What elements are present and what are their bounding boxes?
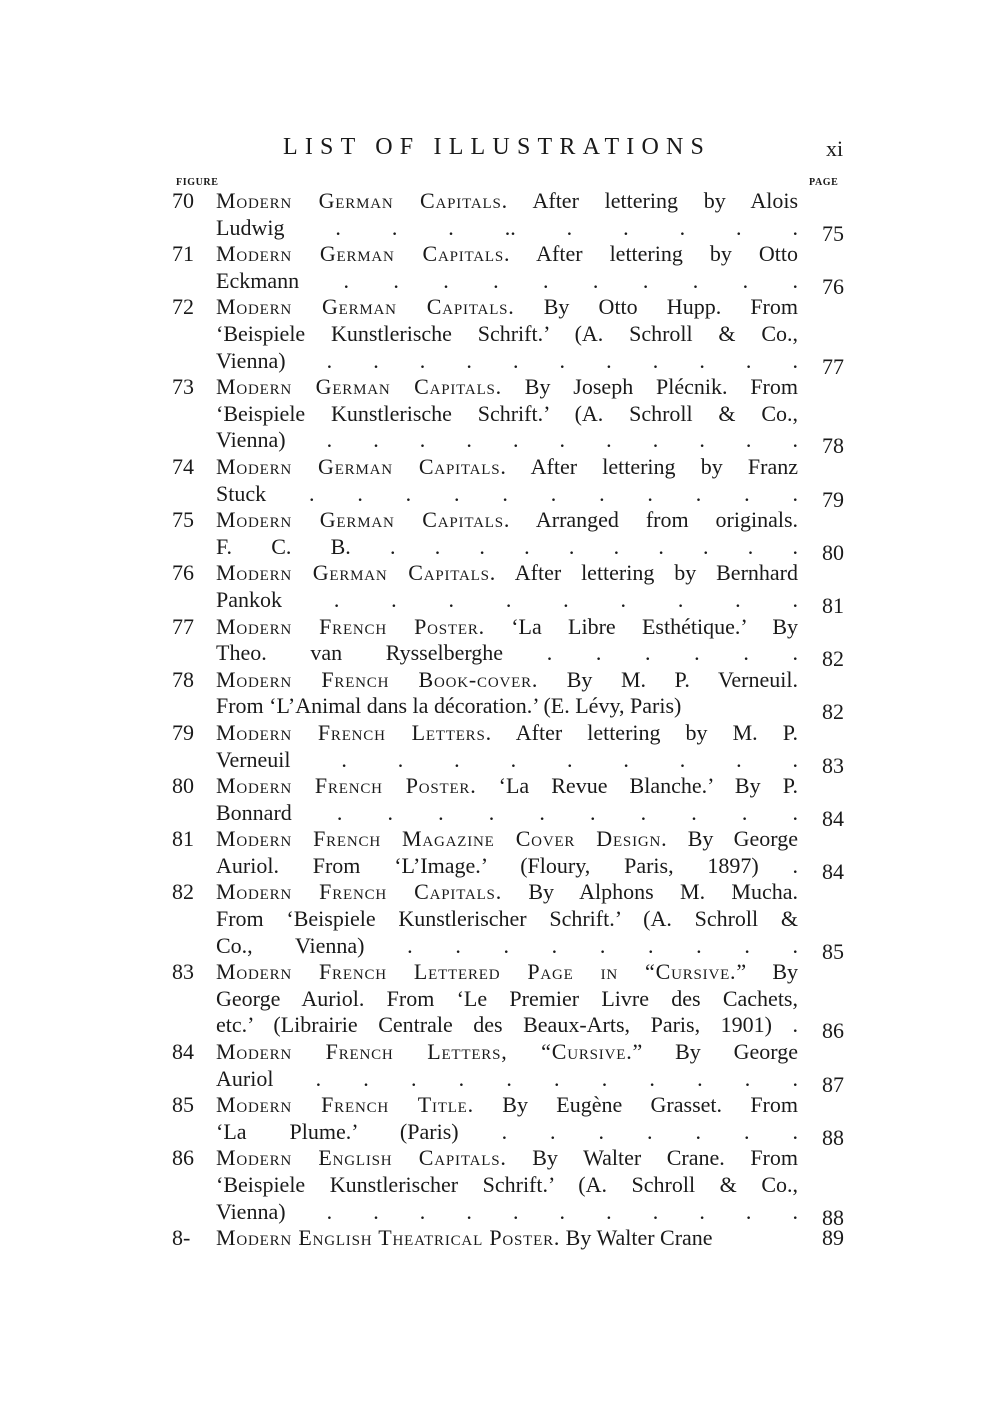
entry-line: From ‘Beispiele Kunstlerischer Schrift.’ (A. Schroll & xyxy=(216,906,798,932)
entry-line: F. C. B. . . . . . . . . . . xyxy=(216,533,798,559)
page-ref: 76 xyxy=(822,273,844,299)
entry-line: Modern German Capitals. Arranged from originals. xyxy=(216,507,799,533)
page-ref: 80 xyxy=(822,539,844,565)
entry-line: George Auriol. From ‘Le Premier Livre des Cachets, xyxy=(216,985,798,1011)
illustrations-list xyxy=(172,187,862,1251)
entry-line: Modern French Letters. After lettering by M. P. xyxy=(216,719,798,745)
entry-line: Modern French Capitals. By Alphons M. Mucha. xyxy=(216,879,798,905)
page-ref: 82 xyxy=(822,646,844,672)
list-item xyxy=(172,1038,862,1097)
figure-number: 81 xyxy=(172,826,194,852)
entry-line: etc.’ (Librairie Centrale des Beaux-Arts, Paris, 1901) . xyxy=(216,1012,798,1038)
page-column-label: PAGE xyxy=(809,177,839,188)
entry-line: ‘Beispiele Kunstlerische Schrift.’ (A. Schroll & Co., xyxy=(216,400,798,426)
page-ref: 81 xyxy=(822,592,844,618)
page-title: LIST OF ILLUSTRATIONS xyxy=(283,134,712,160)
entry-line: Modern German Capitals. By Joseph Plécnik. From xyxy=(216,374,799,400)
page-ref: 79 xyxy=(822,486,844,512)
figure-number: 85 xyxy=(172,1092,194,1118)
page-ref: 77 xyxy=(822,353,844,379)
list-item xyxy=(172,958,862,1044)
entry-line: Modern French Lettered Page in “Cursive.” By xyxy=(216,959,798,985)
entry-line: Ludwig . . . .. . . . . . xyxy=(216,214,798,240)
list-item xyxy=(172,878,862,964)
entry-line: Theo. van Rysselberghe . . . . . . xyxy=(216,640,798,666)
page-ref: 84 xyxy=(822,805,844,831)
figure-column-label: FIGURE xyxy=(176,177,219,188)
entry-line: Modern German Capitals. After lettering by Alois xyxy=(216,188,799,213)
entry-line: Modern German Capitals. After lettering by Otto xyxy=(216,241,798,267)
entry-line: Stuck . . . . . . . . . . . xyxy=(216,480,798,506)
entry-line: ‘Beispiele Kunstlerische Schrift.’ (A. Schroll & Co., xyxy=(216,320,798,346)
entry-line: Pankok . . . . . . . . . xyxy=(216,586,798,612)
figure-number: 86 xyxy=(172,1145,194,1171)
entry-line: Modern French Magazine Cover Design. By George xyxy=(216,826,798,852)
figure-number: 70 xyxy=(172,188,194,213)
list-item xyxy=(172,1091,862,1150)
figure-number: 74 xyxy=(172,453,194,479)
page-ref: 87 xyxy=(822,1071,844,1097)
entry-line: From ‘L’Animal dans la décoration.’ (E. Lévy, Paris) xyxy=(216,693,682,719)
list-item xyxy=(172,506,862,565)
figure-number: 79 xyxy=(172,719,194,745)
entry-line: Modern English Capitals. By Walter Crane. From xyxy=(216,1145,798,1171)
entry-line: Modern French Letters, “Cursive.” By George xyxy=(216,1039,798,1065)
entry-line: ‘La Plume.’ (Paris) . . . . . . . xyxy=(216,1118,798,1144)
page-ref: 78 xyxy=(822,433,844,459)
list-item xyxy=(172,453,862,512)
figure-number: 78 xyxy=(172,666,194,692)
page-number: xi xyxy=(826,136,844,161)
page-ref: 83 xyxy=(822,752,844,778)
list-item xyxy=(172,666,862,725)
figure-number: 71 xyxy=(172,241,194,267)
figure-number: 8- xyxy=(172,1225,191,1251)
list-item xyxy=(172,240,862,299)
entry-line: Vienna) . . . . . . . . . . . xyxy=(216,1198,798,1224)
figure-number: 82 xyxy=(172,879,194,905)
entry-line: Vienna) . . . . . . . . . . . xyxy=(216,427,798,453)
page-ref: 88 xyxy=(822,1204,844,1230)
entry-line: Bonnard . . . . . . . . . . xyxy=(216,799,798,825)
figure-number: 73 xyxy=(172,374,194,400)
figure-number: 72 xyxy=(172,294,194,320)
entry-line: Eckmann . . . . . . . . . . xyxy=(216,267,798,293)
list-item xyxy=(172,1144,862,1230)
list-item xyxy=(172,1224,862,1251)
figure-number: 77 xyxy=(172,613,194,639)
page-ref: 85 xyxy=(822,938,844,964)
entry-line: Co., Vienna) . . . . . . . . . xyxy=(216,932,798,958)
figure-number: 80 xyxy=(172,773,194,799)
list-item xyxy=(172,825,862,884)
entry-line: Vienna) . . . . . . . . . . . xyxy=(216,347,798,373)
list-item xyxy=(172,293,862,379)
page-ref: 86 xyxy=(822,1018,844,1044)
entry-line: Modern French Poster. ‘La Revue Blanche.’ By P. xyxy=(216,773,798,799)
page-ref: 89 xyxy=(822,1225,844,1251)
figure-number: 84 xyxy=(172,1039,194,1065)
list-item xyxy=(172,613,862,672)
entry-line: Modern French Book-cover. By M. P. Verneuil. xyxy=(216,666,798,692)
entry-line: Auriol . . . . . . . . . . . xyxy=(216,1065,798,1091)
list-item xyxy=(172,719,862,778)
list-item xyxy=(172,772,862,831)
entry-line: Modern French Poster. ‘La Libre Esthétique.’ By xyxy=(216,613,799,639)
entry-line: Modern German Capitals. After lettering by Franz xyxy=(216,453,798,479)
list-item xyxy=(172,559,862,618)
list-item xyxy=(172,187,862,246)
entry-line: ‘Beispiele Kunstlerischer Schrift.’ (A. Schroll & Co., xyxy=(216,1172,798,1198)
page-ref: 88 xyxy=(822,1124,844,1150)
figure-number: 76 xyxy=(172,560,194,586)
entry-line: Modern French Title. By Eugène Grasset. From xyxy=(216,1092,798,1118)
figure-number: 83 xyxy=(172,959,194,985)
list-item xyxy=(172,373,862,459)
entry-line: Verneuil . . . . . . . . . xyxy=(216,746,798,772)
entry-line: Auriol. From ‘L’Image.’ (Floury, Paris, 1897) . xyxy=(216,852,798,878)
page-ref: 75 xyxy=(822,220,844,246)
page-ref: 84 xyxy=(822,858,844,884)
figure-number: 75 xyxy=(172,507,194,533)
page-ref: 82 xyxy=(822,699,844,725)
entry-line: Modern German Capitals. By Otto Hupp. From xyxy=(216,294,798,320)
entry-line: Modern German Capitals. After lettering by Bernhard xyxy=(216,560,798,586)
entry-line: Modern English Theatrical Poster. By Walter Crane xyxy=(216,1225,713,1251)
